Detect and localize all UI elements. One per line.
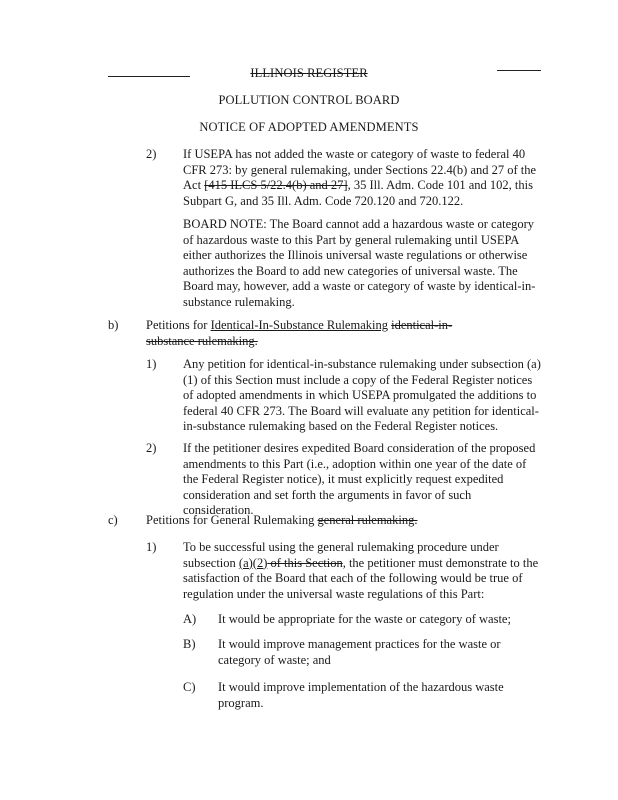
section-b-label: b) <box>108 318 119 332</box>
register-title: ILLINOIS REGISTER <box>250 66 368 80</box>
subitem-c-text: It would improve implementation of the hazardous waste program. <box>218 680 504 710</box>
subitem-a-label: A) <box>183 612 197 626</box>
struck-citation: [415 ILCS 5/22.4(b) and 27] <box>204 178 348 192</box>
section-c-heading: Petitions for General Rulemaking general rulemaking. <box>146 513 418 527</box>
board-title: POLLUTION CONTROL BOARD <box>218 93 400 107</box>
subitem-a-text: It would be appropriate for the waste or category of waste; <box>218 612 511 626</box>
section-b-item-2-label: 2) <box>146 441 157 455</box>
inserted-text: Identical-In-Substance Rulemaking <box>210 318 388 332</box>
board-note: BOARD NOTE: The Board cannot add a hazardous waste or category of hazardous waste to this Part by general rulemaking until USEPA either authorizes the Illinois universal waste regulations or otherwise authorizes the Board to add new categories of universal waste. The Board may, however, add a waste or category of waste by identical-in-substance rulemaking. <box>183 217 536 309</box>
section-b-item-1-label: 1) <box>146 357 157 371</box>
subitem-b-text: It would improve management practices for the waste or category of waste; and <box>218 637 501 667</box>
section-c-item-1-text: To be successful using the general rulemaking procedure under subsection (a)(2) of this Section, the petitioner must demonstrate to the satisfaction of the Board that each of the following would be true of regulation under the universal waste regulations of this Part: <box>183 540 539 601</box>
deleted-text: general rulemaking. <box>317 513 418 527</box>
section-b-item-2-text: If the petitioner desires expedited Board consideration of the proposed amendments to this Part (i.e., adoption within one year of the date of the Federal Register notice), it must explicitly request expedited consideration and set forth the arguments in favor of such consideration. <box>183 441 536 517</box>
notice-title: NOTICE OF ADOPTED AMENDMENTS <box>199 120 419 134</box>
section-c-label: c) <box>108 513 118 527</box>
item-a2-text: If USEPA has not added the waste or category of waste to federal 40 CFR 273: by general rulemaking, under Sections 22.4(b) and 27 of the Act [415 ILCS 5/22.4(b) and 27], 35 Ill. Adm. Code 101 and 102, this Subpart G, and 35 Ill. Adm. Code 720.120 and 720.122. <box>183 147 537 208</box>
section-b-heading: Petitions for Identical-In-Substance Rulemaking identical-in-substance rulemaking. <box>146 318 453 348</box>
inserted-text: (a)(2) <box>238 555 268 570</box>
item-a2-label: 2) <box>146 147 157 161</box>
subitem-c-label: C) <box>183 680 196 694</box>
section-b-item-1-text: Any petition for identical-in-substance rulemaking under subsection (a)(1) of this Section must include a copy of the Federal Register notices of adopted amendments in which USEPA promulgated the additions to federal 40 CFR 273. The Board will evaluate any petition for identical-in-substance rulemaking based on the Federal Register notices. <box>183 357 541 433</box>
deleted-text: identical-in-substance rulemaking. <box>146 318 453 348</box>
section-c-item-1-label: 1) <box>146 540 157 554</box>
deleted-text: of this Section <box>267 555 343 570</box>
subitem-b-label: B) <box>183 637 196 651</box>
